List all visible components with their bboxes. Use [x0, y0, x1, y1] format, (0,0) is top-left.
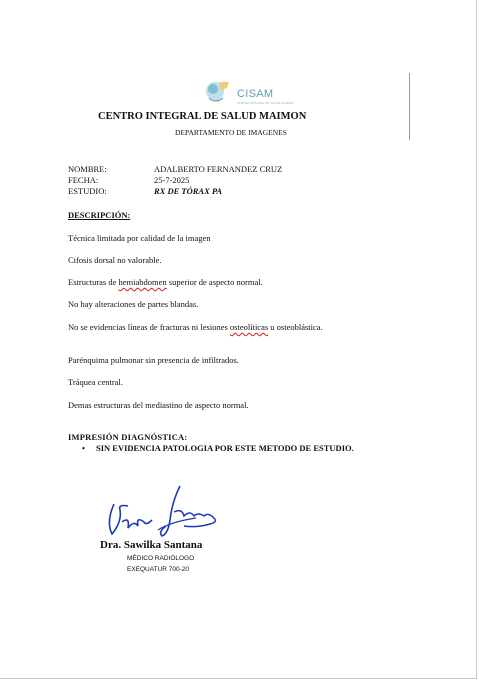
description-line-3b: hemiabdomen	[118, 277, 167, 287]
study-value: RX DE TÓRAX PA	[154, 186, 223, 196]
impression-heading: IMPRESIÓN DIAGNÓSTICA:	[68, 432, 188, 442]
center-title: CENTRO INTEGRAL DE SALUD MAIMON	[98, 111, 307, 122]
description-line-3a: Estructuras de	[68, 277, 119, 287]
department-label: DEPARTAMENTO DE IMAGENES	[175, 128, 287, 137]
description-line-4: No hay alteraciones de partes blandas.	[68, 299, 199, 309]
study-row	[68, 186, 222, 196]
description-line-5a: No se evidencias líneas de fracturas ni lesiones	[68, 322, 230, 332]
logo-text: CISAM	[237, 88, 274, 100]
date-value: 25-7-2025	[154, 175, 190, 185]
patient-name-row	[68, 164, 282, 174]
description-line-7: Tráquea central.	[68, 377, 123, 387]
description-heading: DESCRIPCIÓN:	[68, 210, 131, 220]
description-line-5b: osteolíticas	[229, 322, 269, 332]
doctor-role: MÉDICO RADIÓLOGO	[127, 555, 195, 562]
impression-bullet	[82, 443, 354, 453]
description-line-5	[68, 322, 368, 333]
name-label: NOMBRE:	[68, 164, 107, 174]
header-divider	[409, 73, 410, 140]
signature-icon	[100, 482, 230, 542]
study-label: ESTUDIO:	[68, 186, 107, 196]
date-row	[68, 175, 189, 185]
impression-text: SIN EVIDENCIA PATOLOGIA POR ESTE METODO DE ESTUDIO.	[96, 443, 354, 453]
description-line-2: Cifosis dorsal no valorable.	[68, 255, 162, 265]
doctor-name: Dra. Sawilka Santana	[100, 539, 203, 551]
description-line-3c: superior de aspecto normal.	[166, 277, 263, 287]
description-line-5c: u osteoblástica.	[268, 322, 323, 332]
description-line-3	[68, 277, 368, 288]
description-line-8: Demas estructuras del mediastino de aspecto normal.	[68, 400, 249, 410]
doctor-exequatur: EXEQUATUR 700-20	[127, 566, 190, 573]
description-line-1: Técnica limitada por calidad de la imagen	[68, 233, 211, 243]
description-line-6: Parénquima pulmonar sin presencia de infiltrados.	[68, 355, 239, 365]
date-label: FECHA:	[68, 175, 99, 185]
bullet-dot-icon: •	[82, 443, 85, 453]
name-value: ADALBERTO FERNANDEZ CRUZ	[154, 164, 283, 174]
logo-subtext: CENTRO INTEGRAL DE SALUD MAIMON	[237, 101, 294, 105]
